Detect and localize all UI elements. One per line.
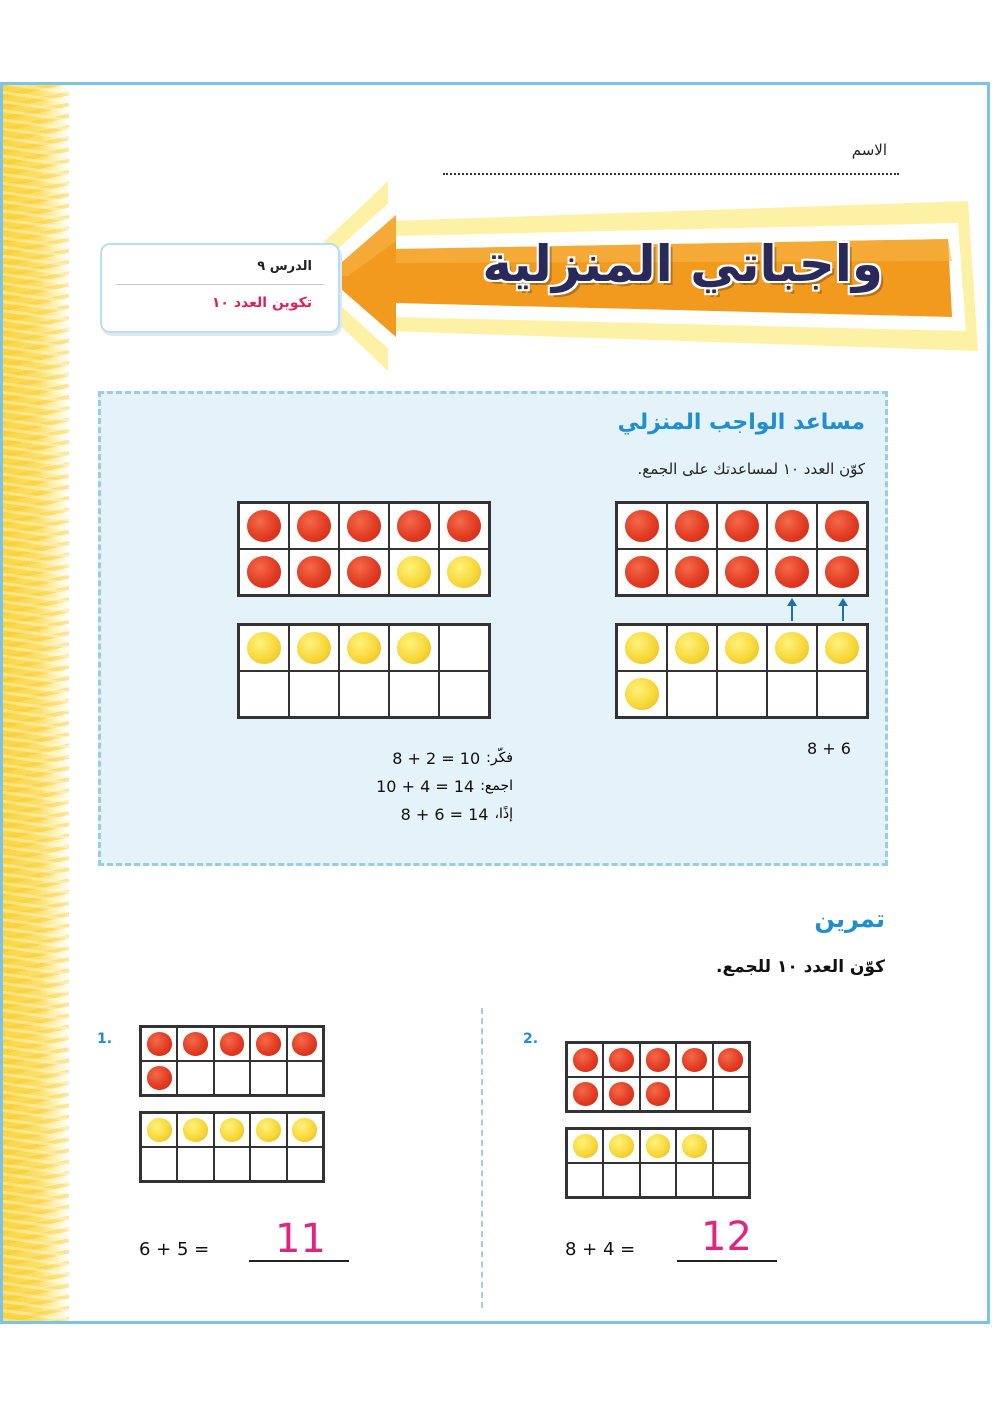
ten-frame-cell (640, 1077, 676, 1111)
red-counter (297, 556, 332, 588)
ten-frame-cell (250, 1113, 286, 1147)
exercise-2-frame-bottom (565, 1127, 751, 1199)
yellow-counter (625, 632, 660, 664)
ten-frame-cell (439, 503, 489, 549)
lesson-name: تكوين العدد ١٠ (211, 295, 312, 311)
yellow-counter (825, 632, 860, 664)
ten-frame-cell (287, 1061, 323, 1095)
red-counter (725, 556, 760, 588)
red-counter (147, 1066, 172, 1089)
red-counter (292, 1032, 317, 1055)
ten-frame-cell (239, 549, 289, 595)
ten-frame-cell (287, 1147, 323, 1181)
ten-frame-cell (667, 549, 717, 595)
ten-frame-cell (617, 671, 667, 717)
red-counter (725, 510, 760, 542)
ten-frame-cell (817, 503, 867, 549)
practice-title: تمرين (814, 905, 885, 933)
yellow-counter (447, 556, 482, 588)
step-equation: 10 + 4 = 14 (376, 776, 475, 796)
exercise-2-frame-top (565, 1041, 751, 1113)
ten-frame-cell (287, 1113, 323, 1147)
ten-frame-cell (250, 1061, 286, 1095)
ten-frame-cell (177, 1027, 213, 1061)
ten-frame-cell (676, 1043, 712, 1077)
ten-frame-cell (603, 1043, 639, 1077)
helper-instruction: كوّن العدد ١٠ لمساعدتك على الجمع. (637, 460, 865, 478)
red-counter (573, 1082, 598, 1105)
ten-frame-cell (603, 1077, 639, 1111)
step-equation: 8 + 6 = 14 (400, 804, 489, 824)
ten-frame-cell (767, 671, 817, 717)
lesson-card (100, 243, 340, 333)
ten-frame-cell (667, 625, 717, 671)
ten-frame-cell (250, 1027, 286, 1061)
ten-frame-cell (214, 1061, 250, 1095)
yellow-counter (347, 632, 382, 664)
red-counter (256, 1032, 281, 1055)
ten-frame-cell (339, 625, 389, 671)
red-counter (675, 556, 710, 588)
red-counter (625, 556, 660, 588)
red-counter (573, 1048, 598, 1071)
exercise-2-answer-line[interactable] (677, 1260, 777, 1262)
homework-helper-box (98, 391, 888, 866)
page-title: واجباتي المنزلية (482, 235, 883, 293)
ten-frame-cell (389, 503, 439, 549)
red-counter (625, 510, 660, 542)
ten-frame-cell (713, 1077, 749, 1111)
step-equation: 8 + 2 = 10 (392, 748, 481, 768)
ten-frame-cell (640, 1163, 676, 1197)
ten-frame-cell (239, 671, 289, 717)
red-counter (347, 510, 382, 542)
ten-frame-cell (339, 671, 389, 717)
step-label: فكّر: (486, 750, 513, 766)
yellow-counter (609, 1134, 634, 1157)
ten-frame-cell (239, 625, 289, 671)
ten-frame-cell (287, 1027, 323, 1061)
steps-list (281, 744, 513, 828)
yellow-counter (397, 632, 432, 664)
ten-frame-cell (389, 549, 439, 595)
ten-frame-cell (617, 625, 667, 671)
exercise-1-answer: 11 (275, 1216, 326, 1262)
red-counter (220, 1032, 245, 1055)
yellow-counter (183, 1118, 208, 1141)
crayon-border-decoration (3, 85, 69, 1321)
ten-frame-cell (177, 1147, 213, 1181)
red-counter (447, 510, 482, 542)
ten-frame-cell (389, 625, 439, 671)
ten-frame-cell (214, 1147, 250, 1181)
lesson-divider (116, 284, 324, 285)
step-label: إذًا، (494, 806, 513, 822)
ten-frame-cell (767, 549, 817, 595)
red-counter (825, 556, 860, 588)
ten-frame-cell (817, 549, 867, 595)
ten-frame-cell (289, 549, 339, 595)
ten-frame-cell (667, 671, 717, 717)
name-label: الاسم (851, 141, 887, 159)
step-add (281, 772, 513, 800)
exercise-2-number: 2. (523, 1031, 539, 1047)
ten-frame-right-top (615, 501, 869, 597)
red-counter (147, 1032, 172, 1055)
exercise-2-answer: 12 (701, 1214, 752, 1260)
move-arrows-icon (781, 597, 861, 623)
yellow-counter (725, 632, 760, 664)
yellow-counter (573, 1134, 598, 1157)
ten-frame-cell (339, 503, 389, 549)
ten-frame-cell (676, 1163, 712, 1197)
ten-frame-cell (214, 1113, 250, 1147)
exercise-1-number: 1. (97, 1031, 113, 1047)
yellow-counter (397, 556, 432, 588)
ten-frame-cell (717, 503, 767, 549)
ten-frame-cell (141, 1061, 177, 1095)
red-counter (297, 510, 332, 542)
ten-frame-cell (439, 625, 489, 671)
ten-frame-cell (817, 671, 867, 717)
ten-frame-cell (177, 1113, 213, 1147)
ten-frame-cell (617, 549, 667, 595)
ten-frame-cell (439, 671, 489, 717)
red-counter (609, 1082, 634, 1105)
ten-frame-cell (567, 1163, 603, 1197)
exercise-divider (481, 1008, 483, 1308)
exercise-1-frame-top (139, 1025, 325, 1097)
ten-frame-right-bottom (615, 623, 869, 719)
ten-frame-cell (713, 1163, 749, 1197)
red-counter (347, 556, 382, 588)
ten-frame-cell (603, 1129, 639, 1163)
red-counter (675, 510, 710, 542)
yellow-counter (297, 632, 332, 664)
yellow-counter (775, 632, 810, 664)
ten-frame-cell (717, 671, 767, 717)
ten-frame-cell (214, 1027, 250, 1061)
yellow-counter (625, 678, 660, 710)
red-counter (775, 510, 810, 542)
red-counter (646, 1048, 671, 1071)
ten-frame-cell (339, 549, 389, 595)
ten-frame-cell (603, 1163, 639, 1197)
ten-frame-cell (567, 1077, 603, 1111)
ten-frame-cell (676, 1129, 712, 1163)
helper-title: مساعد الواجب المنزلي (617, 410, 865, 435)
ten-frame-cell (567, 1043, 603, 1077)
ten-frame-cell (667, 503, 717, 549)
ten-frame-cell (250, 1147, 286, 1181)
red-counter (718, 1048, 743, 1071)
ten-frame-cell (717, 549, 767, 595)
red-counter (682, 1048, 707, 1071)
ten-frame-cell (141, 1113, 177, 1147)
ten-frame-cell (817, 625, 867, 671)
ten-frame-cell (767, 625, 817, 671)
red-counter (825, 510, 860, 542)
practice-instruction: كوّن العدد ١٠ للجمع. (716, 957, 885, 977)
exercise-1-equation: 6 + 5 = (139, 1239, 210, 1260)
worksheet-page (0, 82, 990, 1324)
yellow-counter (675, 632, 710, 664)
ten-frame-cell (141, 1027, 177, 1061)
copyright-side-strip (945, 975, 955, 1225)
red-counter (646, 1082, 671, 1105)
red-counter (247, 510, 282, 542)
ten-frame-cell (617, 503, 667, 549)
ten-frame-cell (640, 1129, 676, 1163)
red-counter (775, 556, 810, 588)
yellow-counter (147, 1118, 172, 1141)
ten-frame-cell (289, 625, 339, 671)
ten-frame-cell (567, 1129, 603, 1163)
step-think (281, 744, 513, 772)
ten-frame-cell (767, 503, 817, 549)
yellow-counter (247, 632, 282, 664)
ten-frame-cell (676, 1077, 712, 1111)
yellow-counter (646, 1134, 671, 1157)
yellow-counter (220, 1118, 245, 1141)
model-expression: 8 + 6 (807, 739, 851, 758)
yellow-counter (256, 1118, 281, 1141)
ten-frame-cell (439, 549, 489, 595)
red-counter (397, 510, 432, 542)
ten-frame-cell (289, 671, 339, 717)
yellow-counter (682, 1134, 707, 1157)
red-counter (183, 1032, 208, 1055)
exercise-1-frame-bottom (139, 1111, 325, 1183)
ten-frame-cell (717, 625, 767, 671)
ten-frame-cell (389, 671, 439, 717)
yellow-counter (292, 1118, 317, 1141)
ten-frame-cell (177, 1061, 213, 1095)
exercise-2-equation: 8 + 4 = (565, 1239, 636, 1260)
ten-frame-left-top (237, 501, 491, 597)
ten-frame-left-bottom (237, 623, 491, 719)
ten-frame-cell (141, 1147, 177, 1181)
name-input-line[interactable] (443, 173, 899, 175)
ten-frame-cell (713, 1043, 749, 1077)
ten-frame-cell (239, 503, 289, 549)
red-counter (609, 1048, 634, 1071)
lesson-number: الدرس ٩ (257, 259, 312, 274)
ten-frame-cell (640, 1043, 676, 1077)
step-so (281, 800, 513, 828)
ten-frame-cell (289, 503, 339, 549)
red-counter (247, 556, 282, 588)
step-label: اجمع: (480, 778, 513, 794)
ten-frame-cell (713, 1129, 749, 1163)
